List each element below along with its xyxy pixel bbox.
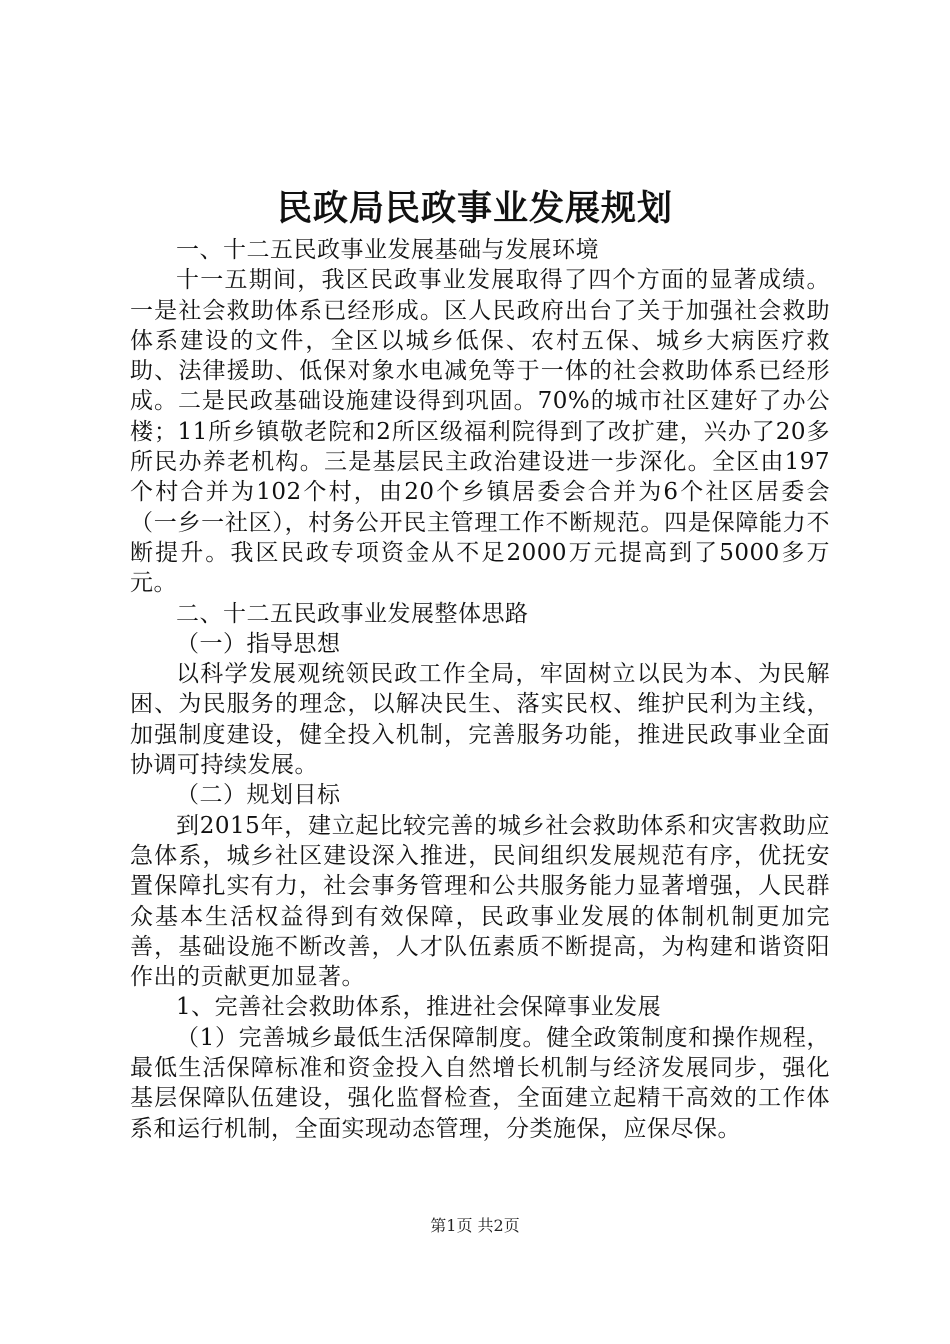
body-paragraph-guiding-thought: 以科学发展观统领民政工作全局，牢固树立以民为本、为民解困、为民服务的理念，以解决民生、落实民权、维护民利为主线，加强制度建设，健全投入机制，完善服务功能，推进民政事业全面协调可持续发展。: [130, 661, 830, 779]
page-number-footer: 第1页 共2页: [430, 1216, 520, 1235]
subheading-guiding-thought: （一）指导思想: [176, 630, 341, 657]
section-heading-2: 二、十二五民政事业发展整体思路: [176, 600, 529, 627]
section-heading-1: 一、十二五民政事业发展基础与发展环境: [176, 237, 599, 263]
document-body: [130, 235, 830, 1144]
subheading-social-assistance: 1、完善社会救助体系，推进社会保障事业发展: [176, 994, 662, 1021]
document-title: 民政局民政事业发展规划: [276, 188, 673, 229]
body-paragraph-achievements: 十一五期间，我区民政事业发展取得了四个方面的显著成绩。一是社会救助体系已经形成。区人民政府出台了关于加强社会救助体系建设的文件，全区以城乡低保、农村五保、城乡大病医疗救助、法律援助、低保对象水电减免等于一体的社会救助体系已经形成。二是民政基础设施建设得到巩固。70%的城市社区建好了办公楼；11所乡镇敬老院和2所区级福利院得到了改扩建，兴办了20多所民办养老机构。三是基层民主政治建设进一步深化。全区由197个村合并为102个村，由20个乡镇居委会合并为6个社区居委会（一乡一社区），村务公开民主管理工作不断规范。四是保障能力不断提升。我区民政专项资金从不足2000万元提高到了5000多万元。: [130, 267, 830, 597]
body-paragraph-planning-goals: 到2015年，建立起比较完善的城乡社会救助体系和灾害救助应急体系，城乡社区建设深入推进，民间组织发展规范有序，优抚安置保障扎实有力，社会事务管理和公共服务能力显著增强，人民群众基本生活权益得到有效保障，民政事业发展的体制机制更加完善，基础设施不断改善，人才队伍素质不断提高，为构建和谐资阳作出的贡献更加显著。: [130, 812, 830, 991]
subheading-planning-goals: （二）规划目标: [176, 782, 341, 809]
body-paragraph-minimum-living-security: （1）完善城乡最低生活保障制度。健全政策制度和操作规程，最低生活保障标准和资金投入自然增长机制与经济发展同步，强化基层保障队伍建设，强化监督检查，全面建立起精干高效的工作体系和运行机制，全面实现动态管理，分类施保，应保尽保。: [130, 1024, 830, 1142]
